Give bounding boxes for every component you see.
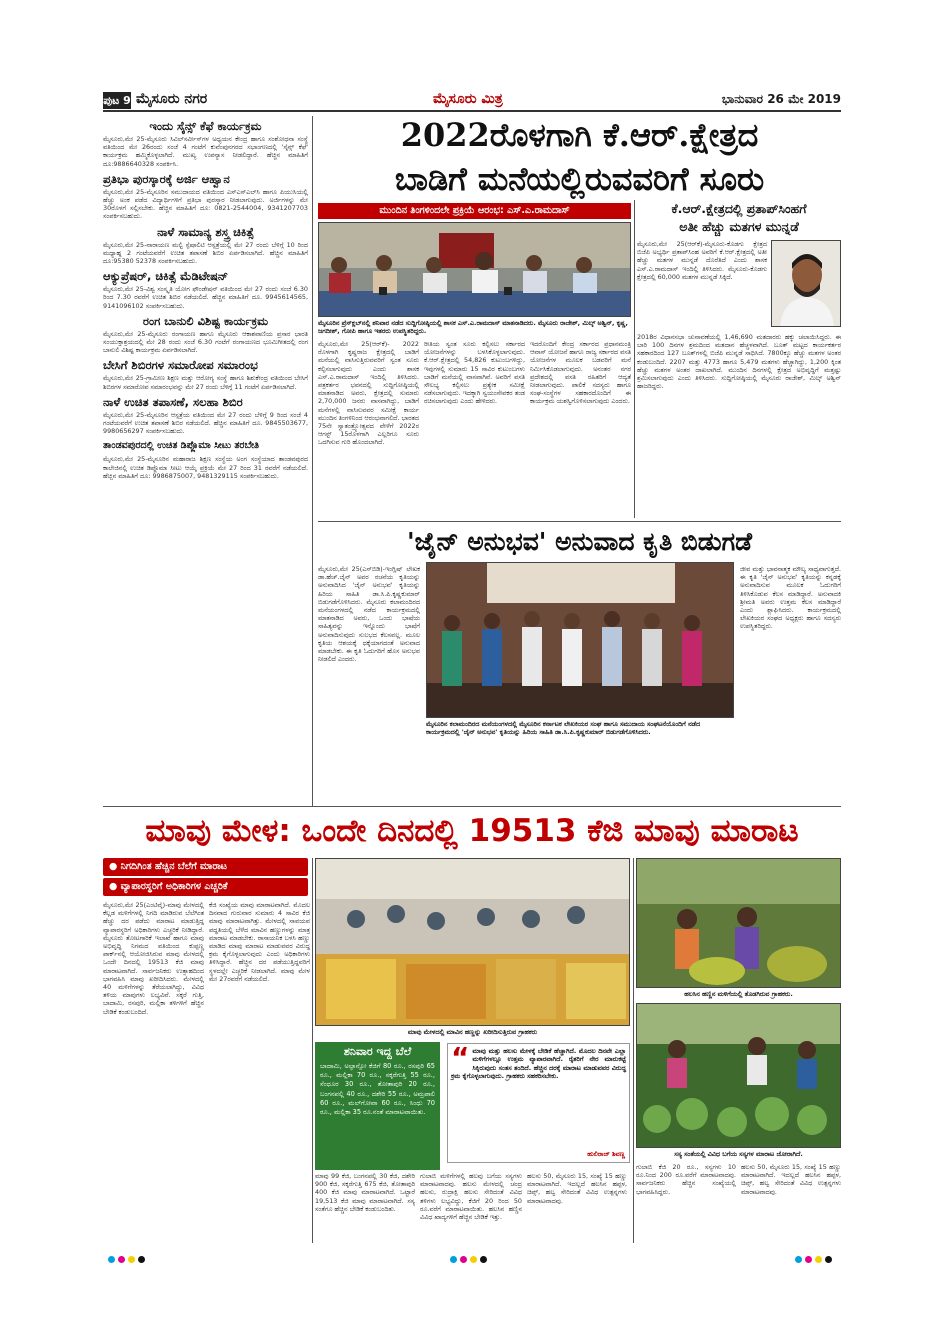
brief-body: ಮೈಸೂರು,ಮೇ 25-ವಿಶ್ವ ಸಂಸ್ಕೃತಿ ಯೋಗ ಫೌಂಡೇಷನ್ ವತಿಯಿಂದ ಮೇ 27 ರಂದು ಸಂಜೆ 6.30 ರಿಂದ 7.30 ರವರೆಗೆ ಉಚಿತ ಶಿಬಿರ ನಡೆಯಲಿದೆ. ಹೆಚ್ಚಿನ ಮಾಹಿತಿಗೆ ದೂ. 9945614565, 9141096102 ಸಂಪರ್ಕಿಸಬಹುದು. (103, 285, 308, 310)
masthead: ಮೈಸೂರು ಮಿತ್ರ (433, 91, 503, 107)
brief-body: ಮೈಸೂರು,ಮೇ 25-ಮೈಸೂರಿನ ಸಮುದಾಯದ ವತಿಯಿಂದ ಎಸ್‌ಎಸ್‌ಎಲ್‌ಸಿ ಹಾಗೂ ಪಿಯುಸಿಯಲ್ಲಿ ಹೆಚ್ಚು ಅಂಕ ಪಡೆದ ವಿದ್ಯಾರ್ಥಿಗಳಿಗೆ ಪ್ರತಿಭಾ ಪುರಸ್ಕಾರ ನೀಡಲಾಗುವುದು. ಅರ್ಜಿಗಳನ್ನು ಮೇ 30ರೊಳಗೆ ಸಲ್ಲಿಸಬೇಕು. ಹೆಚ್ಚಿನ ಮಾಹಿತಿಗೆ ದೂ: 0821-2544004, 9341207703 ಸಂಪರ್ಕಿಸಬಹುದು. (103, 187, 308, 221)
press-conference-photo (318, 222, 631, 317)
section-rule (103, 806, 841, 807)
press-conference-illustration (319, 223, 631, 317)
section-rule (318, 521, 841, 522)
side-story-headline (637, 200, 841, 236)
mango-highlights (103, 858, 308, 898)
lead-story-column-3: ಇದರೊಂದಿಗೆ ಕೇಂದ್ರ ಸರ್ಕಾರದ ಪ್ರಧಾನಮಂತ್ರಿ ಆವಾಸ್ ಯೋಜನೆ ಹಾಗೂ ರಾಜ್ಯ ಸರ್ಕಾರದ ವಸತಿ ಯೋಜನೆಗಳ ಮೂಲಕ ಬಡವರಿಗೆ ಮನೆ ನಿರ್ಮಿಸಿಕೊಡಲಾಗುವುದು. ಅನಂತರ ನಗರ ಪ್ರದೇಶದಲ್ಲಿ ವಸತಿ ರಹಿತರಿಗೆ ಆದ್ಯತೆ ನೀಡಲಾಗುವುದು. ಪಾಲಿಕೆ ಸದಸ್ಯರು ಹಾಗೂ ಸಂಘ-ಸಂಸ್ಥೆಗಳ ಸಹಕಾರದೊಂದಿಗೆ ಈ ಕಾರ್ಯಕ್ರಮ ಯಶಸ್ವಿಗೊಳಿಸಲಾಗುವುದು ಎಂದರು. (530, 340, 631, 406)
highlight-item: ● ವ್ಯಾಪಾರಸ್ಥರಿಗೆ ಅಧಿಕಾರಿಗಳ ಎಚ್ಚರಿಕೆ (103, 878, 308, 896)
news-briefs-column (103, 116, 308, 816)
brief-body: ಮೈಸೂರು,ಮೇ 25-ಗ್ರಾಮೀಣ ಶಿಕ್ಷಣ ಮತ್ತು ಆರೋಗ್ಯ ಸಂಸ್ಥೆ ಹಾಗೂ ಶಿಶುಕೇಂದ್ರ ವತಿಯಿಂದ ಬೇಸಿಗೆ ಶಿಬಿರಗಳ ಸಮಾರೋಪ ಸಮಾರಂಭವನ್ನು ಮೇ 27 ರಂದು ಬೆಳಿಗ್ಗೆ 11 ಗಂಟೆಗೆ ಏರ್ಪಡಿಸಲಾಗಿದೆ. (103, 374, 308, 391)
brief-body: ಮೈಸೂರು,ಮೇ 25-ಮೈಸೂರು ರಂಗಾಯಣ ಹಾಗೂ ಮೈಸೂರು ಆಕಾಶವಾಣಿಯ ಪ್ರಸಾರ ಭಾರತಿ ಸಂಯುಕ್ತಾಶ್ರಯದಲ್ಲಿ ಮೇ 28 ರಂದು ಸಂಜೆ 6.30 ಗಂಟೆಗೆ ರಂಗಾಯಣದ ಭೂಮಿಗೀತದಲ್ಲಿ ರಂಗ ಬಾನುಲಿ ವಿಶಿಷ್ಟ ಕಾರ್ಯಕ್ರಮ ಏರ್ಪಡಿಸಲಾಗಿದೆ. (103, 329, 308, 355)
mango-story-column-5: ಹಲಸು 50, ಮೈಸೂರು 15, ಸಂಖ್ಯೆ 15 ಹಣ್ಣು ಮಾರಾಟವಾಗಿದೆ. ಇದಲ್ಲದೆ ಹಲಸಿನ ಹಪ್ಪಳ, ಚಿಪ್ಸ್, ಹಲ್ವ ಸೇರಿದಂತೆ ವಿವಿಧ ಉತ್ಪನ್ನಗಳು ಮಾರಾಟವಾದವು. (527, 1172, 627, 1205)
brief-heading: ಪ್ರತಿಭಾ ಪುರಸ್ಕಾರಕ್ಕೆ ಅರ್ಜಿ ಆಹ್ವಾನ (103, 171, 230, 186)
register-dot (450, 1256, 457, 1263)
candidate-portrait (771, 240, 841, 327)
brief-heading: ತಾಂಡವಪುರದಲ್ಲಿ ಉಚಿತ ಡಿಪ್ಲೊಮಾ ಸೀಟು ತರಬೇತಿ (103, 440, 260, 452)
page-header (103, 90, 841, 112)
register-dot (108, 1256, 115, 1263)
plant-market-illustration (637, 1004, 841, 1148)
book-release-illustration (427, 563, 734, 718)
register-dot (460, 1256, 467, 1263)
book-story-column-1: ಮೈಸೂರು,ಮೇ 25(ಎಸ್‌ಬಿಡಿ)-ಇಂಗ್ಲಿಷ್ ಲೇಖಕ ಡಾ.ಹೆಚ್.ಜೈನ್ ಅವರ ರಚನೆಯ ಕೃತಿಯನ್ನು ಅನುವಾದಿಸಿದ 'ಜೈನ್ ಅನುಭವ' ಕೃತಿಯನ್ನು ಹಿರಿಯ ಸಾಹಿತಿ ಡಾ.ಸಿ.ಪಿ.ಕೃಷ್ಣಕುಮಾರ್ ಬಿಡುಗಡೆಗೊಳಿಸಿದರು. ಮೈಸೂರು ಕಲಾಮಂದಿರದ ಮನೆಯಂಗಳದಲ್ಲಿ ನಡೆದ ಕಾರ್ಯಕ್ರಮದಲ್ಲಿ ಮಾತನಾಡಿದ ಅವರು, ಒಂದು ಭಾಷೆಯ ಸಾಹಿತ್ಯವನ್ನು ಇನ್ನೊಂದು ಭಾಷೆಗೆ ಅನುವಾದಿಸುವುದು ಸುಲಭದ ಕೆಲಸವಲ್ಲ. ಮೂಲ ಕೃತಿಯ ಆಶಯಕ್ಕೆ ಧಕ್ಕೆಯಾಗದಂತೆ ಅನುವಾದ ಮಾಡಬೇಕು. ಈ ಕೃತಿ ಓದುಗರಿಗೆ ಹೊಸ ಅನುಭವ ನೀಡಲಿದೆ ಎಂದರು. (318, 565, 420, 664)
brief-item (103, 395, 308, 436)
column-rule (312, 116, 313, 806)
brief-item (103, 269, 308, 310)
lead-headline-line: 2022ರೊಳಗಾಗಿ ಕೆ.ಆರ್.ಕ್ಷೇತ್ರದ (400, 116, 759, 154)
highlight-item: ● ನಿಗದಿಗಿಂತ ಹೆಚ್ಚಿನ ಬೆಲೆಗೆ ಮಾರಾಟ (103, 858, 308, 876)
mango-story-column-2: ಕೆಜಿ ಸಂಖ್ಯೆಯ ಮಾವು ಮಾರಾಟವಾಗಿದೆ. ಮೊದಲ ದಿನವಾದ ಗುರುವಾರ ಸುಮಾರು 4 ಸಾವಿರ ಕೆಜಿ ಮಾವು ಮಾರಾಟವಾಗಿತ್ತು. ಮೇಳದಲ್ಲಿ ಸಾವಯವ ಪದ್ಧತಿಯಲ್ಲಿ ಬೆಳೆದ ಮಾವಿನ ಹಣ್ಣುಗಳನ್ನು ಮಾತ್ರ ಮಾರಾಟ ಮಾಡಬೇಕು. ರಾಸಾಯನಿಕ ಬಳಸಿ ಹಣ್ಣು ಮಾಡಿದ ಮಾವು ಮಾರಾಟ ಮಾಡುವವರ ವಿರುದ್ಧ ಕ್ರಮ ಕೈಗೊಳ್ಳಲಾಗುವುದು ಎಂದು ಅಧಿಕಾರಿಗಳು ತಿಳಿಸಿದ್ದಾರೆ. ಹೆಚ್ಚಿನ ದರ ಪಡೆಯುತ್ತಿದ್ದವರಿಗೆ ಸ್ಥಳದಲ್ಲೇ ಎಚ್ಚರಿಕೆ ನೀಡಲಾಗಿದೆ. ಮಾವು ಮೇಳ ಮೇ 27ರವರೆಗೆ ನಡೆಯಲಿದೆ. (209, 901, 310, 983)
brief-body: ಮೈಸೂರು,ಮೇ 25-ಮೈಸೂರಿನ ಮಹಾರಾಜ ಶಿಕ್ಷಣ ಸಂಸ್ಥೆಯ ಅಂಗ ಸಂಸ್ಥೆಯಾದ ತಾಂಡವಪುರದ ಕಾಲೇಜಿನಲ್ಲಿ ಉಚಿತ ಡಿಪ್ಲೊಮಾ ಸೀಟು ಆಯ್ಕೆ ಪ್ರಕ್ರಿಯೆ ಮೇ 27 ರಿಂದ 31 ರವರೆಗೆ ನಡೆಯಲಿದೆ. ಹೆಚ್ಚಿನ ಮಾಹಿತಿಗೆ ದೂ: 9986875007, 9481329115 ಸಂಪರ್ಕಿಸಬಹುದು. (103, 455, 308, 480)
mango-photo-caption: ಮಾವು ಮೇಳದಲ್ಲಿ ಮಾವಿನ ಹಣ್ಣನ್ನು ಖರೀದಿಸುತ್ತಿರುವ ಗ್ರಾಹಕರು (407, 1028, 538, 1036)
mango-fair-headline: ಮಾವು ಮೇಳ: ಒಂದೇ ದಿನದಲ್ಲಿ 19513 ಕೆಜಿ ಮಾವು ಮಾರಾಟ (145, 813, 799, 849)
lead-headline (318, 113, 841, 201)
portrait-illustration (772, 241, 841, 327)
brief-item (103, 358, 308, 390)
register-dot (805, 1256, 812, 1263)
brief-item (103, 119, 308, 168)
mango-stalls-illustration (316, 859, 630, 1026)
side-story-body: 2018ರ ವಿಧಾನಸಭಾ ಚುನಾವಣೆಯಲ್ಲಿ 1,46,690 ಮತದಾರರು ಹಕ್ಕು ಚಲಾಯಿಸಿದ್ದರು. ಈ ಬಾರಿ 100 ದಿನಗಳ ಶ್ರಮದಿಂದ ಮತದಾನ ಹೆಚ್ಚಳವಾಗಿದೆ. ಬೂತ್ ಮಟ್ಟದ ಕಾರ್ಯಕರ್ತರ ಸಹಕಾರದಿಂದ 127 ಬೂತ್‌ಗಳಲ್ಲಿ ಬಿಜೆಪಿ ಮುನ್ನಡೆ ಸಾಧಿಸಿದೆ. 7800ಕ್ಕೂ ಹೆಚ್ಚು ಮತಗಳ ಅಂತರ ಕಂಡುಬಂದಿದೆ. 2207 ಮತ್ತು 4773 ಹಾಗೂ 5,479 ಮತಗಳು ಹೆಚ್ಚಾಗಿದ್ದು, 1,200 ಕ್ಕಿಂತ ಹೆಚ್ಚು ಮತಗಳ ಅಂತರ ದಾಖಲಾಗಿದೆ. ಮುಂದಿನ ದಿನಗಳಲ್ಲಿ ಕ್ಷೇತ್ರದ ಅಭಿವೃದ್ಧಿಗೆ ಮತ್ತಷ್ಟು ಶ್ರಮಿಸಲಾಗುವುದು ಎಂದು ತಿಳಿಸಿದರು. ಸುದ್ದಿಗೋಷ್ಠಿಯಲ್ಲಿ ಮೈಸೂರು ರಾಜೇಶ್, ಮಿಲ್ಕ್ ಅಶ್ವಿನ್ ಹಾಜರಿದ್ದರು. (637, 333, 841, 391)
section-title: ಮೈಸೂರು ನಗರ (136, 91, 208, 107)
mango-story-column-1: ಮೈಸೂರು,ಮೇ 25(ಎಂಟಿವೈ)-ಮಾವು ಮೇಳದಲ್ಲಿ ಕೆಲ್ಲಡ ಮಳಿಗೆಗಳಲ್ಲಿ ನಿಗದಿ ಮಾಡಿರುವ ಬೆಲೆಗಿಂತ ಹೆಚ್ಚು ದರ ಪಡೆದು ಮಾರಾಟ ಮಾಡುತ್ತಿದ್ದ ವ್ಯಾಪಾರಸ್ಥರಿಗೆ ಅಧಿಕಾರಿಗಳು ಎಚ್ಚರಿಕೆ ನೀಡಿದ್ದಾರೆ. ಮೈಸೂರು ತೋಟಗಾರಿಕೆ ಇಲಾಖೆ ಹಾಗೂ ಮಾವು ಅಭಿವೃದ್ಧಿ ನಿಗಮದ ವತಿಯಿಂದ ಕುಪ್ಪಣ್ಣ ಪಾರ್ಕ್‌ನಲ್ಲಿ ಆಯೋಜಿಸಿರುವ ಮಾವು ಮೇಳದಲ್ಲಿ ಒಂದೇ ದಿನದಲ್ಲಿ 19513 ಕೆಜಿ ಮಾವು ಮಾರಾಟವಾಗಿದೆ. ಸಾರ್ವಜನಿಕರು ಉತ್ಸಾಹದಿಂದ ಭಾಗವಹಿಸಿ ಮಾವು ಖರೀದಿಸಿದರು. ಮೇಳದಲ್ಲಿ 40 ಮಳಿಗೆಗಳನ್ನು ತೆರೆಯಲಾಗಿದ್ದು, ವಿವಿಧ ತಳಿಯ ಮಾವುಗಳು ಲಭ್ಯವಿವೆ. ಸಕ್ಕರೆ ಗುತ್ತಿ, ಬಾದಾಮಿ, ರಸಪುರಿ, ಮಲ್ಲಿಕಾ ತಳಿಗಳಿಗೆ ಹೆಚ್ಚಿನ ಬೇಡಿಕೆ ಕಂಡುಬಂದಿದೆ. (103, 901, 204, 1016)
register-dot (480, 1256, 487, 1263)
jackfruit-illustration (637, 859, 841, 988)
brief-heading: ಬೇಸಿಗೆ ಶಿಬಿರಗಳ ಸಮಾರೋಪ ಸಮಾರಂಭ (103, 358, 258, 373)
jackfruit-photo-caption: ಹಲಸಿನ ಹಣ್ಣಿನ ಮಳಿಗೆಯಲ್ಲಿ ತೊಡಗಿರುವ ಗ್ರಾಹಕರು. (684, 990, 793, 998)
brief-item (103, 314, 308, 355)
brief-heading: ನಾಳೆ ಉಚಿತ ತಪಾಸಣೆ, ಸಲಹಾ ಶಿಬಿರ (103, 394, 243, 409)
book-photo-caption: ಮೈಸೂರಿನ ಕಲಾಮಂದಿರದ ಮನೆಯಂಗಳದಲ್ಲಿ ಮೈಸೂರಿನ ಕರ್ನಾಟಕ ಲೇಖಕಿಯರ ಸಂಘ ಹಾಗೂ ಸಮುದಾಯ ಸಂಘಟನೆಯೊಂದಿಗೆ ನಡೆದ ಕಾರ್ಯಕ್ರಮದಲ್ಲಿ 'ಜೈನ್ ಅನುಭವ' ಕೃತಿಯನ್ನು ಹಿರಿಯ ಸಾಹಿತಿ ಡಾ.ಸಿ.ಪಿ.ಕೃಷ್ಣಕುಮಾರ್ ಬಿಡುಗಡೆಗೊಳಿಸಿದರು. (426, 720, 701, 737)
page-number: ಪುಟ 9 (103, 94, 131, 107)
quote-signature: ಹುಲಿರಾಜ್ ಶಿವಣ್ಣ (587, 1150, 625, 1158)
book-release-headline: 'ಜೈನ್ ಅನುಭವ' ಅನುವಾದ ಕೃತಿ ಬಿಡುಗಡೆ (406, 527, 753, 556)
side-headline-line: ಕೆ.ಆರ್.ಕ್ಷೇತ್ರದಲ್ಲಿ ಪ್ರತಾಪ್‌ಸಿಂಹಗೆ (671, 201, 807, 216)
mango-story-column-7: ಹಲಸು 50, ಮೈಸೂರು 15, ಸಂಖ್ಯೆ 15 ಹಣ್ಣು ಮಾರಾಟವಾಗಿದೆ. ಇದಲ್ಲದೆ ಹಲಸಿನ ಹಪ್ಪಳ, ಚಿಪ್ಸ್, ಹಲ್ವ ಸೇರಿದಂತೆ ವಿವಿಧ ಉತ್ಪನ್ನಗಳು ಮಾರಾಟವಾದವು. (741, 1163, 841, 1196)
brief-heading: ಇಂದು ಸೈನ್ಸ್ ಕೆಫೆ ಕಾರ್ಯಕ್ರಮ (149, 119, 262, 133)
brief-item (103, 172, 308, 221)
column-rule (634, 200, 635, 518)
print-register-marks (108, 1248, 148, 1256)
mango-story-column-4: ಗುಲಾಬಿ ಮಳಿಗೆಗಳಲ್ಲಿ ಹಲವು ಬಗೆಯ ಸಸ್ಯಗಳು ಮಾರಾಟವಾದವು. ಹಲಸು ಮೇಳದಲ್ಲಿ ಚಂದ್ರ ಹಲಸು, ರುದ್ರಾಕ್ಷಿ ಹಲಸು ಸೇರಿದಂತೆ ವಿವಿಧ ತಳಿಗಳು ಲಭ್ಯವಿದ್ದು, ಕೆಜಿಗೆ 20 ರಿಂದ 50 ರೂ.ವರೆಗೆ ಮಾರಾಟವಾಯಿತು. ಹಲಸಿನ ಹಣ್ಣಿನ ವಿವಿಧ ಖಾದ್ಯಗಳಿಗೆ ಹೆಚ್ಚಿನ ಬೇಡಿಕೆ ಇತ್ತು. (420, 1172, 522, 1222)
price-list-box (315, 1042, 440, 1170)
side-story-intro: ಮೈಸೂರು,ಮೇ 25(ಆರ್‌ಕೆ)-ಮೈಸೂರು-ಕೊಡಗು ಕ್ಷೇತ್ರದ ಬಿಜೆಪಿ ಅಭ್ಯರ್ಥಿ ಪ್ರತಾಪ್‌ಸಿಂಹ ಅವರಿಗೆ ಕೆ.ಆರ್.ಕ್ಷೇತ್ರದಲ್ಲಿ ಅತೀ ಹೆಚ್ಚು ಮತಗಳ ಮುನ್ನಡೆ ದೊರೆತಿದೆ ಎಂದು ಶಾಸಕ ಎಸ್.ಎ.ರಾಮದಾಸ್ ಇಂದಿಲ್ಲಿ ತಿಳಿಸಿದರು. ಮೈಸೂರು-ಕೊಡಗು ಕ್ಷೇತ್ರದಲ್ಲಿ 60,000 ಮತಗಳ ಮುನ್ನಡೆ ಸಿಕ್ಕಿದೆ. (637, 240, 767, 281)
quote-body: ಮಾವು ಮತ್ತು ಹಲಸು ಮೇಳಕ್ಕೆ ಬೇಡಿಕೆ ಹೆಚ್ಚಾಗಿದೆ. ಮೊದಲ ದಿನವೇ ಎಲ್ಲಾ ಮಳಿಗೆಗಳಲ್ಲೂ ಉತ್ತಮ ವ್ಯಾಪಾರವಾಗಿದೆ. ರೈತರಿಗೆ ನೇರ ಮಾರುಕಟ್ಟೆ ಸಿಕ್ಕಿರುವುದು ಸಂತಸ ತಂದಿದೆ. ಹೆಚ್ಚಿನ ದರಕ್ಕೆ ಮಾರಾಟ ಮಾಡುವವರ ವಿರುದ್ಧ ಕ್ರಮ ಕೈಗೊಳ್ಳಲಾಗುವುದು. ಗ್ರಾಹಕರು ಸಹಕರಿಸಬೇಕು. (451, 1047, 626, 1081)
side-headline-line: ಅತೀ ಹೆಚ್ಚು ಮತಗಳ ಮುನ್ನಡೆ (679, 219, 799, 234)
brief-item (103, 439, 308, 480)
quote-mark-icon: “ (451, 1041, 470, 1074)
register-dot (118, 1256, 125, 1263)
brief-heading: ರಂಗ ಬಾನುಲಿ ವಿಶಿಷ್ಟ ಕಾರ್ಯಕ್ರಮ (142, 313, 269, 328)
price-list-body: ಬಾದಾಮಿ, ಅಲ್ಫಾನ್ಸೋ ಕೆಜಿಗೆ 80 ರೂ., ರಸಪುರಿ 65 ರೂ., ಮಲ್ಲಿಕಾ 70 ರೂ., ಸಕ್ಕರೆಗುತ್ತಿ 55 ರೂ., ಸೆಂಧೂರ 30 ರೂ., ತೋತಾಪುರಿ 20 ರೂ., ಬಂಗನಪಲ್ಲಿ 40 ರೂ., ದಶೇರಿ 55 ರೂ., ಅಮ್ರಪಾಲಿ 60 ರೂ., ಮಲ್‌ಗೋವಾ 60 ರೂ., ಸಿಂಧು 70 ರೂ., ಮಲ್ಲಿಕಾ 35 ರೂ.ನಂತೆ ಮಾರಾಟವಾಯಿತು. (320, 1062, 435, 1117)
register-dot (138, 1256, 145, 1263)
lead-subhead: ಮುಂದಿನ ತಿಂಗಳಿಂದಲೇ ಪ್ರಕ್ರಿಯೆ ಆರಂಭ: ಎಸ್.ಎ.ರಾಮದಾಸ್ (318, 203, 631, 219)
plant-market-photo (636, 1003, 841, 1148)
register-dot (795, 1256, 802, 1263)
print-register-marks (795, 1248, 835, 1256)
brief-body: ಮೈಸೂರು,ಮೇ 25-ಮೈಸೂರಿನ ಆಸ್ಪತ್ರೆಯ ವತಿಯಿಂದ ಮೇ 27 ರಂದು ಬೆಳಿಗ್ಗೆ 9 ರಿಂದ ಸಂಜೆ 4 ಗಂಟೆಯವರೆಗೆ ಉಚಿತ ತಪಾಸಣೆ ಶಿಬಿರ ನಡೆಯಲಿದೆ. ಹೆಚ್ಚಿನ ಮಾಹಿತಿಗೆ ದೂ. 9845503677, 9980656297 ಸಂಪರ್ಕಿಸಬಹುದು. (103, 410, 308, 436)
lead-story-column-2: ರೀತಿಯ ಸ್ವಂತ ಸೂರು ಕಲ್ಪಿಸಲು ಸರ್ಕಾರದ ಯೋಜನೆಗಳನ್ನು ಬಳಸಿಕೊಳ್ಳಲಾಗುವುದು. ಕೆ.ಆರ್.ಕ್ಷೇತ್ರದಲ್ಲಿ 54,826 ಕುಟುಂಬಗಳಿದ್ದು, ಇವುಗಳಲ್ಲಿ ಸುಮಾರು 15 ಸಾವಿರ ಕುಟುಂಬಗಳು ಬಾಡಿಗೆ ಮನೆಯಲ್ಲಿ ವಾಸವಾಗಿವೆ. ಅವರಿಗೆ ವಸತಿ ಸೌಲಭ್ಯ ಕಲ್ಪಿಸಲು ಪ್ರತ್ಯೇಕ ಸಮೀಕ್ಷೆ ನಡೆಸಲಾಗುವುದು. ಇದಕ್ಕಾಗಿ ಸ್ವಯಂಸೇವಕರ ತಂಡ ರಚಿಸಲಾಗುವುದು ಎಂದು ಹೇಳಿದರು. (424, 340, 525, 406)
mango-fair-photo (315, 858, 630, 1026)
brief-heading: ನಾಳೆ ಸಾಮಾನ್ಯ ಶಸ್ತ್ರ ಚಿಕಿತ್ಸೆ (157, 224, 254, 239)
price-list-title: ಶನಿವಾರ ಇದ್ದ ಬೆಲೆ (343, 1045, 412, 1058)
brief-heading: ಆಕ್ಯುಪ್ರೆಷರ್, ಚಿಕಿತ್ಸೆ ಮೆಡಿಟೇಷನ್ (103, 269, 229, 284)
official-quote-box (447, 1043, 630, 1163)
register-dot (470, 1256, 477, 1263)
brief-body: ಮೈಸೂರು,ಮೇ 25-ನಾರಾಯಣ ಮಲ್ಟಿ ಸ್ಪೆಷಾಲಿಟಿ ಆಸ್ಪತ್ರೆಯಲ್ಲಿ ಮೇ 27 ರಂದು ಬೆಳಿಗ್ಗೆ 10 ರಿಂದ ಮಧ್ಯಾಹ್ನ 2 ಗಂಟೆಯವರೆಗೆ ಉಚಿತ ತಪಾಸಣೆ ಶಿಬಿರ ಏರ್ಪಡಿಸಲಾಗಿದೆ. ಹೆಚ್ಚಿನ ಮಾಹಿತಿಗೆ ದೂ:95380 52378 ಸಂಪರ್ಕಿಸಬಹುದು. (103, 240, 308, 266)
column-rule (312, 858, 313, 1243)
press-photo-caption: ಮೈಸೂರಿನ ಪ್ರೆಸ್‌ಕ್ಲಬ್‌ನಲ್ಲಿ ಶನಿವಾರ ನಡೆದ ಸುದ್ದಿಗೋಷ್ಠಿಯಲ್ಲಿ ಶಾಸಕ ಎಸ್.ಎ.ರಾಮದಾಸ್ ಮಾತನಾಡಿದರು. ಮೈಸೂರು ರಾಜೇಶ್, ಮಿಲ್ಕ್ ಅಶ್ವಿನ್, ಕೃಷ್ಣ, ಜಗದೀಶ್, ಗೋಪಿ ಹಾಗೂ ಇತರರು ಉಪಸ್ಥಿತರಿದ್ದರು. (318, 319, 628, 336)
lead-story-column-1: ಮೈಸೂರು,ಮೇ 25(ಆರ್‌ಕೆ)- 2022 ರೊಳಗಾಗಿ ಕೃಷ್ಣರಾಜ ಕ್ಷೇತ್ರದಲ್ಲಿ ಬಾಡಿಗೆ ಮನೆಯಲ್ಲಿ ವಾಸಿಸುತ್ತಿರುವವರಿಗೆ ಸ್ವಂತ ಸೂರು ಕಲ್ಪಿಸಲಾಗುವುದು ಎಂದು ಶಾಸಕ ಎಸ್.ಎ.ರಾಮದಾಸ್ ಇಂದಿಲ್ಲಿ ತಿಳಿಸಿದರು. ಪತ್ರಕರ್ತರ ಭವನದಲ್ಲಿ ಸುದ್ದಿಗೋಷ್ಠಿಯಲ್ಲಿ ಮಾತನಾಡಿದ ಅವರು, ಕ್ಷೇತ್ರದಲ್ಲಿ ಸುಮಾರು 2,70,000 ಜನರು ವಾಸವಾಗಿದ್ದು, ಬಾಡಿಗೆ ಮನೆಗಳಲ್ಲಿ ವಾಸಿಸುವವರ ಸಮೀಕ್ಷೆ ಕಾರ್ಯ ಮುಂದಿನ ತಿಂಗಳಿನಿಂದ ಆರಂಭವಾಗಲಿದೆ. ಭಾರತದ 75ನೇ ಸ್ವಾತಂತ್ರ್ಯೋತ್ಸವದ ವೇಳೆಗೆ 2022ರ ಆಗಸ್ಟ್ 15ರೊಳಗಾಗಿ ಎಲ್ಲರಿಗೂ ಸೂರು ಒದಗಿಸುವ ಗುರಿ ಹೊಂದಲಾಗಿದೆ. (318, 340, 419, 447)
column-rule (633, 858, 634, 1243)
mango-story-column-3: ಮಾವು 99 ಕೆಜಿ, ಬಂಗನಪಲ್ಲಿ 30 ಕೆಜಿ, ದಶೇರಿ 900 ಕೆಜಿ, ಸಕ್ಕರೆಗುತ್ತಿ 675 ಕೆಜಿ, ತೋತಾಪುರಿ 400 ಕೆಜಿ ಮಾವು ಮಾರಾಟವಾಗಿದೆ. ಒಟ್ಟಾರೆ 19,513 ಕೆಜಿ ಮಾವು ಮಾರಾಟವಾಗಿದೆ. ಸಸ್ಯ ಸಂತೆಗೂ ಹೆಚ್ಚಿನ ಬೇಡಿಕೆ ಕಂಡುಬಂದಿತು. (315, 1172, 415, 1213)
mango-story-column-6: ಗುಲಾಬಿ ಕೆಜಿ 20 ರೂ., ಸಸ್ಯಗಳು 10 ರೂ.ನಿಂದ 200 ರೂ.ವರೆಗೆ ಮಾರಾಟವಾದವು. ಸಾರ್ವಜನಿಕರು ಹೆಚ್ಚಿನ ಸಂಖ್ಯೆಯಲ್ಲಿ ಭಾಗವಹಿಸಿದ್ದರು. (636, 1163, 736, 1196)
issue-date: ಭಾನುವಾರ 26 ಮೇ 2019 (721, 92, 841, 106)
book-release-photo (426, 562, 734, 718)
lead-headline-line: ಬಾಡಿಗೆ ಮನೆಯಲ್ಲಿರುವವರಿಗೆ ಸೂರು (394, 160, 765, 198)
register-dot (815, 1256, 822, 1263)
book-story-column-2: ಜೀವ ಮತ್ತು ಭಾವನಾತ್ಮಕ ಮೌಲ್ಯ ಸಾಧ್ಯವಾಗುತ್ತದೆ. ಈ ಕೃತಿ 'ಜೈನ್ ಅನುಭವ' ಕೃತಿಯನ್ನು ಕನ್ನಡಕ್ಕೆ ಅನುವಾದಿಸುವ ಮೂಲಕ ಓದುಗರಿಗೆ ತಿಳಿಸಿಕೊಡುವ ಕೆಲಸ ಮಾಡಿದ್ದಾರೆ. ಅನುವಾದಕಿ ಶ್ರೀಮತಿ ಅವರು ಉತ್ತಮ ಕೆಲಸ ಮಾಡಿದ್ದಾರೆ ಎಂದು ಶ್ಲಾಘಿಸಿದರು. ಕಾರ್ಯಕ್ರಮದಲ್ಲಿ ಲೇಖಕಿಯರ ಸಂಘದ ಅಧ್ಯಕ್ಷರು ಹಾಗೂ ಸದಸ್ಯರು ಉಪಸ್ಥಿತರಿದ್ದರು. (740, 565, 841, 631)
register-dot (825, 1256, 832, 1263)
print-register-marks (450, 1248, 490, 1256)
plant-photo-caption: ಸಸ್ಯ ಸಂತೆಯಲ್ಲಿ ವಿವಿಧ ಬಗೆಯ ಸಸ್ಯಗಳ ಮಾರಾಟ ಜೋರಾಗಿದೆ. (674, 1150, 803, 1158)
jackfruit-stall-photo (636, 858, 841, 988)
brief-body: ಮೈಸೂರು,ಮೇ 25-ಮೈಸೂರು ಸಿವಿಲ್‌ಸರ್ವೀಸ್‌ಗಳ ಅಧ್ಯಯನ ಕೇಂದ್ರ ಹಾಗೂ ಸಂಶೋಧನಾ ಸಂಸ್ಥೆ ವತಿಯಿಂದ ಮೇ 26ರಂದು ಸಂಜೆ 4 ಗಂಟೆಗೆ ಕುವೆಂಪುನಗರದ ಸಭಾಂಗಣದಲ್ಲಿ 'ಸೈನ್ಸ್ ಕೆಫೆ' ಕಾರ್ಯಕ್ರಮ ಹಮ್ಮಿಕೊಳ್ಳಲಾಗಿದೆ. ಮುಖ್ಯ ಉಪನ್ಯಾಸ ನೀಡಲಿದ್ದಾರೆ. ಹೆಚ್ಚಿನ ಮಾಹಿತಿಗೆ ದೂ:9886640328 ಸಂಪರ್ಕಿಸಿ. (103, 135, 308, 168)
brief-item (103, 225, 308, 266)
register-dot (128, 1256, 135, 1263)
